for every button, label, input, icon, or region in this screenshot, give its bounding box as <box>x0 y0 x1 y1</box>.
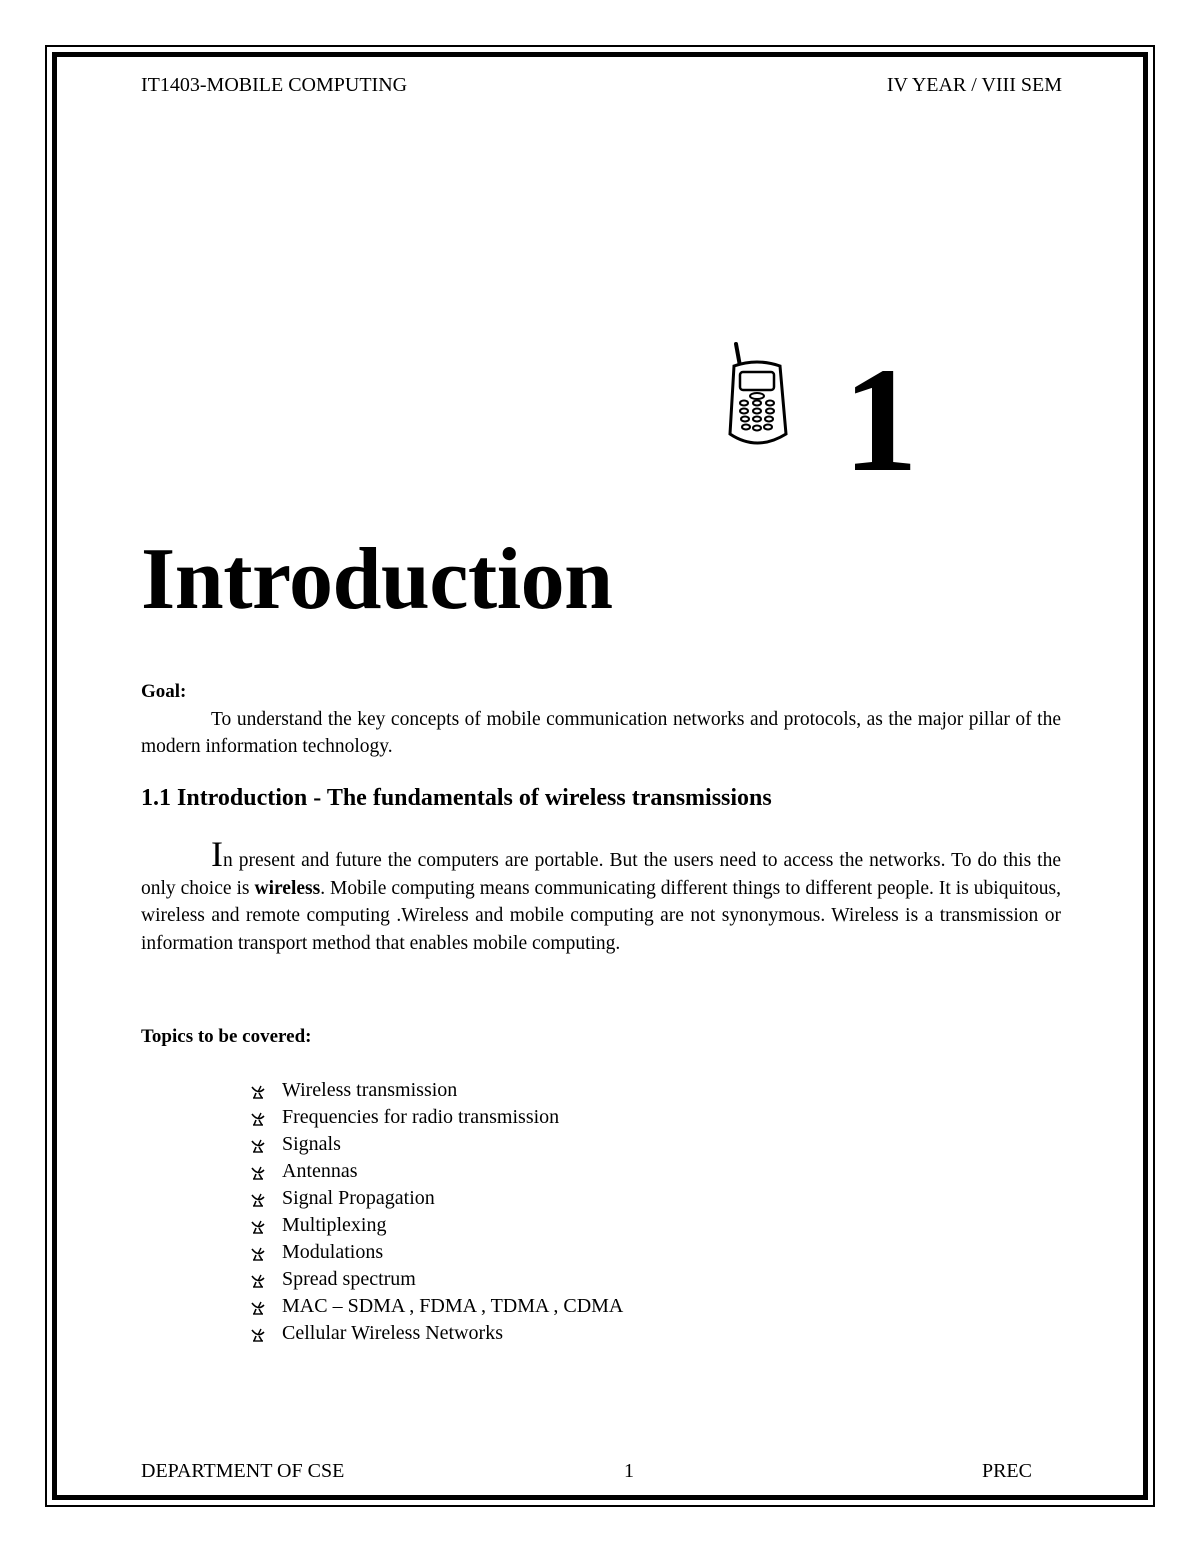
mobile-phone-icon <box>722 340 792 450</box>
list-item <box>250 1131 623 1158</box>
section-heading: 1.1 Introduction - The fundamentals of wireless transmissions <box>141 785 772 811</box>
topic-label: Cellular Wireless Networks <box>282 1322 503 1344</box>
topic-label: Antennas <box>282 1160 358 1182</box>
list-item <box>250 1077 623 1104</box>
topic-label: MAC – SDMA , FDMA , TDMA , CDMA <box>282 1295 624 1317</box>
topic-label: Wireless transmission <box>282 1079 458 1101</box>
header-year-sem: IV YEAR / VIII SEM <box>886 74 1062 96</box>
topic-label: Multiplexing <box>282 1214 387 1236</box>
drop-letter: I <box>211 834 223 874</box>
chapter-title: Introduction <box>141 531 613 628</box>
list-item <box>250 1266 623 1293</box>
list-item <box>250 1320 623 1347</box>
chapter-number: 1 <box>843 337 918 503</box>
footer-page-number: 1 <box>624 1460 634 1482</box>
list-item <box>250 1104 623 1131</box>
intro-paragraph <box>141 834 1061 957</box>
intro-text-part2: . Mobile computing means communicating different things to different people. It is ubiquitous, wireless and remote computing .Wireless and mobile computing are not synonymous. Wireless is a transmission or information transport method that enables mobile computing. <box>141 877 1061 954</box>
goal-text: To understand the key concepts of mobile communication networks and protocols, as the major pillar of the modern information technology. <box>141 709 1061 757</box>
satellite-dish-icon <box>250 1083 266 1099</box>
topics-list <box>250 1077 623 1347</box>
topic-label: Spread spectrum <box>282 1268 416 1290</box>
list-item <box>250 1293 623 1320</box>
satellite-dish-icon <box>250 1110 266 1126</box>
satellite-dish-icon <box>250 1218 266 1234</box>
intro-text-part1: n present and future the computers are portable. But the users need to access the networks. To do this the only choice is <box>141 850 1061 899</box>
satellite-dish-icon <box>250 1245 266 1261</box>
footer-institution: PREC <box>981 1460 1032 1482</box>
intro-text-bold: wireless <box>254 877 321 899</box>
satellite-dish-icon <box>250 1164 266 1180</box>
goal-label: Goal: <box>141 681 187 702</box>
satellite-dish-icon <box>250 1272 266 1288</box>
topic-label: Signal Propagation <box>282 1187 435 1209</box>
topic-label: Signals <box>282 1133 341 1155</box>
list-item <box>250 1212 623 1239</box>
satellite-dish-icon <box>250 1326 266 1342</box>
topic-label: Frequencies for radio transmission <box>282 1106 560 1128</box>
list-item <box>250 1185 623 1212</box>
topic-label: Modulations <box>282 1241 384 1263</box>
list-item <box>250 1239 623 1266</box>
header-course: IT1403-MOBILE COMPUTING <box>141 74 408 96</box>
footer-department: DEPARTMENT OF CSE <box>141 1460 345 1482</box>
satellite-dish-icon <box>250 1299 266 1315</box>
satellite-dish-icon <box>250 1137 266 1153</box>
satellite-dish-icon <box>250 1191 266 1207</box>
list-item <box>250 1158 623 1185</box>
topics-label: Topics to be covered: <box>141 1026 312 1047</box>
